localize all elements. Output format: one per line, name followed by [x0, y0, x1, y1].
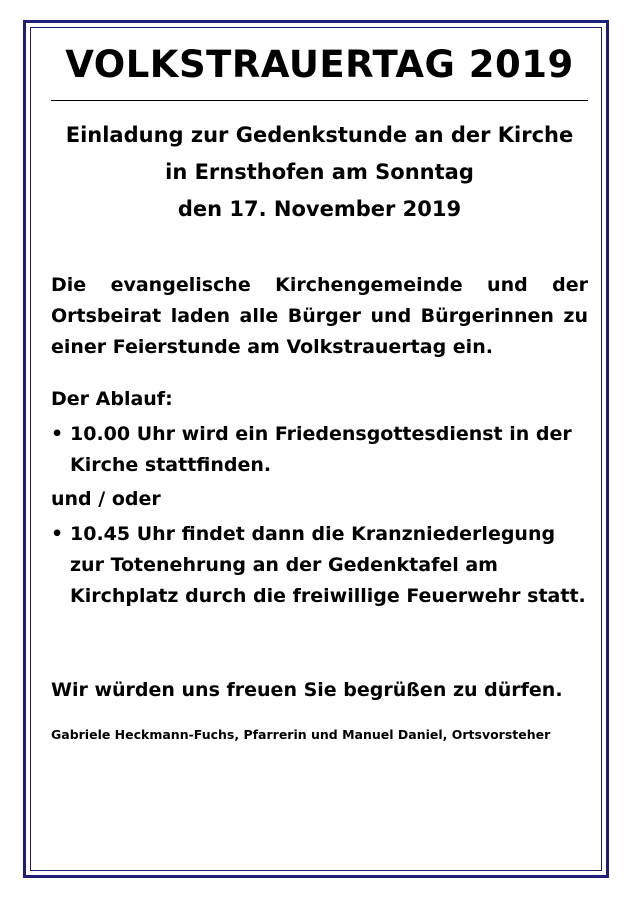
intro-paragraph: Die evangelische Kirchengemeinde und der Ortsbeirat laden alle Bürger und Bürgerinnen zu einer Feierstunde am Volkstrauertag ein. — [51, 274, 588, 358]
bullet-icon: • — [51, 423, 64, 445]
bullet-icon: • — [51, 523, 64, 545]
invitation-line: in Ernsthofen am Sonntag — [165, 160, 474, 184]
invitation-heading — [51, 117, 588, 228]
invitation-line: den 17. November 2019 — [177, 197, 462, 221]
schedule-item-line: Kirche stattfinden. — [70, 454, 272, 476]
schedule-heading: Der Ablauf: — [51, 388, 173, 410]
closing-sentence: Wir würden uns freuen Sie begrüßen zu dürfen. — [51, 679, 563, 701]
schedule-item-line: Kirchplatz durch die freiwillige Feuerwehr statt. — [70, 585, 586, 607]
schedule-connector: und / oder — [51, 488, 161, 510]
invitation-line: Einladung zur Gedenkstunde an der Kirche — [65, 123, 574, 147]
title-underline-rule — [51, 100, 588, 101]
document-content — [51, 38, 588, 744]
schedule-item-wreath-laying — [51, 519, 588, 612]
schedule-item-line: 10.00 Uhr wird ein Friedensgottesdienst in der — [70, 423, 572, 445]
document-title: VOLKSTRAUERTAG 2019 — [65, 43, 574, 86]
signature-line: Gabriele Heckmann-Fuchs, Pfarrerin und Manuel Daniel, Ortsvorsteher — [51, 727, 551, 742]
schedule-item-line: zur Totenehrung an der Gedenktafel am — [70, 554, 498, 576]
schedule-item-line: 10.45 Uhr findet dann die Kranzniederlegung — [70, 523, 556, 545]
schedule-item-service — [51, 419, 588, 481]
